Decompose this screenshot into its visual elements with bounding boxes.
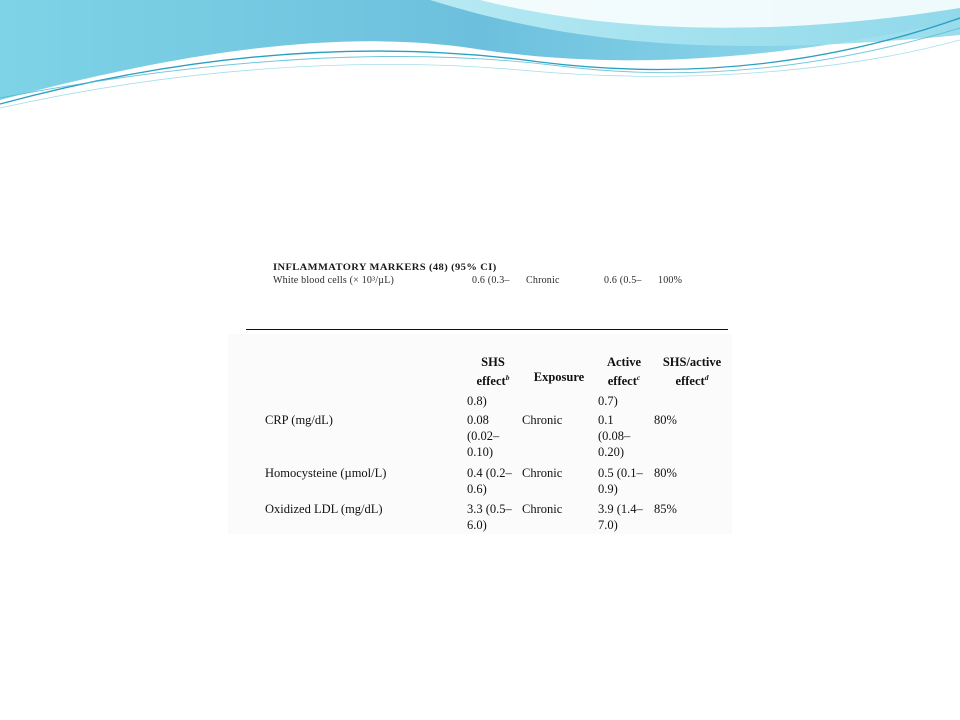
row-shs-line1: 0.4 (0.2–: [467, 466, 512, 480]
row-shs-line2: 0.6): [467, 482, 487, 496]
header-shs-footnote: b: [505, 373, 510, 382]
header-active-line1: Active: [606, 355, 641, 369]
row-ratio: 80%: [654, 413, 677, 427]
header-active-effect: [598, 355, 650, 389]
row-active-line2: 7.0): [598, 518, 618, 532]
header-ratio-line1: SHS/active: [662, 355, 722, 369]
row-active-line1: 3.9 (1.4–: [598, 502, 643, 516]
row-exposure: Chronic: [522, 466, 563, 480]
row-active-line1: 0.5 (0.1–: [598, 466, 643, 480]
table-rule: [246, 329, 728, 330]
wbc-active-value: 0.6 (0.5–: [604, 275, 642, 286]
header-exposure: Exposure: [533, 370, 585, 384]
wbc-exposure: Chronic: [526, 275, 560, 286]
row-active-line2: 0.9): [598, 482, 618, 496]
row-shs-line2: (0.02–: [467, 429, 500, 443]
row-shs-line2: 6.0): [467, 518, 487, 532]
row-exposure: Chronic: [522, 413, 563, 427]
header-shs-line1: SHS: [481, 355, 505, 369]
header-ratio-footnote: d: [704, 373, 709, 382]
continuation-active: 0.7): [598, 394, 618, 408]
row-active-line1: 0.1: [598, 413, 614, 427]
row-active-line3: 0.20): [598, 445, 625, 459]
inflammatory-markers-table: [228, 334, 732, 534]
continuation-shs: 0.8): [467, 394, 487, 408]
section-title: INFLAMMATORY MARKERS (48) (95% CI): [273, 263, 497, 273]
row-ratio: 85%: [654, 502, 677, 516]
header-ratio: [654, 355, 730, 389]
row-shs-line1: 0.08: [467, 413, 489, 427]
row-marker: Homocysteine (µmol/L): [265, 466, 387, 480]
header-wave-decoration: [0, 0, 960, 120]
header-shs-effect: [464, 355, 522, 389]
header-ratio-line2: effect: [675, 374, 705, 389]
wbc-shs-value: 0.6 (0.3–: [472, 275, 510, 286]
row-marker: CRP (mg/dL): [265, 413, 333, 427]
wbc-ratio: 100%: [658, 275, 683, 286]
header-active-footnote: c: [636, 373, 641, 382]
header-shs-line2: effect: [476, 374, 506, 389]
row-shs-line3: 0.10): [467, 445, 494, 459]
row-active-line2: (0.08–: [598, 429, 631, 443]
row-marker: Oxidized LDL (mg/dL): [265, 502, 383, 516]
row-exposure: Chronic: [522, 502, 563, 516]
wbc-marker-label: White blood cells (× 10³/µL): [273, 275, 395, 286]
row-ratio: 80%: [654, 466, 677, 480]
scanned-table-header: [246, 262, 728, 332]
header-active-line2: effect: [607, 374, 637, 389]
row-shs-line1: 3.3 (0.5–: [467, 502, 512, 516]
